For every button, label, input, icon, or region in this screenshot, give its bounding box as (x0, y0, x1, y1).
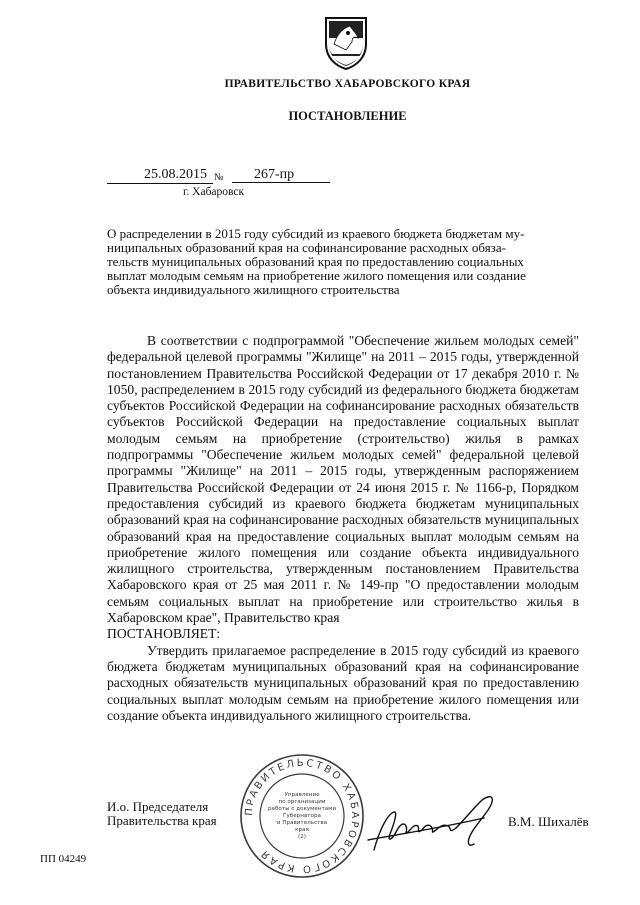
stamp-inner-line: работы с документами (268, 806, 336, 812)
handwritten-signature (360, 788, 510, 858)
coat-of-arms-emblem (322, 14, 370, 70)
stamp-inner-line: Губернатора (283, 813, 321, 819)
decree-word: ПОСТАНОВЛЯЕТ: (107, 626, 221, 642)
decree-number: 267-пр (232, 167, 330, 183)
decree-subject (107, 227, 567, 297)
stamp-inner-line: и Правительства (276, 820, 328, 826)
stamp-ring-text: ПРАВИТЕЛЬСТВО ХАБАРОВСКОГО КРАЯ (243, 757, 361, 875)
stamp-inner-line: края (295, 827, 309, 833)
signer-position-line: И.о. Председателя (107, 799, 209, 814)
stamp-inner-line: (2) (298, 834, 306, 840)
decree-body (107, 333, 579, 724)
subject-line: О распределении в 2015 году субсидий из краевого бюджета бюджетам му- (107, 226, 525, 241)
stamp-inner-line: Управление (284, 792, 320, 798)
decree-date: 25.08.2015 (107, 167, 213, 184)
official-stamp (238, 752, 366, 880)
document-code: ПП 04249 (40, 853, 87, 865)
city: г. Хабаровск (183, 186, 245, 198)
stamp-inner-line: по организации (278, 799, 326, 805)
number-sign: № (214, 172, 224, 183)
resolution-paragraph: Утвердить прилагаемое распределение в 2015 году субсидий из краевого бюджета бюджетам муниципальных образований края на софинансирование расходных обязательств муниципальных образований края по предоставлению социальных выплат молодым семьям на приобретение жилого помещения или создание объекта индивидуального жилищного строительства. (107, 642, 579, 723)
subject-line: объекта индивидуального жилищного строительства (107, 282, 400, 297)
signer-position (107, 800, 217, 828)
signer-name: В.М. Шихалёв (508, 814, 589, 829)
document-type: ПОСТАНОВЛЕНИЕ (288, 109, 407, 123)
signer-position-line: Правительства края (107, 813, 217, 828)
subject-line: тельств муниципальных образований края по предоставлению социальных (107, 254, 524, 269)
preamble-paragraph: В соответствии с подпрограммой "Обеспечение жильем молодых семей" федеральной целевой программы "Жилище" на 2011 – 2015 годы, утвержденной постановлением Правительства Российской Федерации от 17 декабря 2010 г. № 1050, распределением в 2015 году субсидий из федерального бюджета бюджетам субъектов Российской Федерации на софинансирование расходных обязательств субъектов Российской Федерации на предоставление социальных выплат молодым семьям на приобретение (строительство) жилья в рамках подпрограммы "Обеспечение жильем молодых семей" федеральной целевой программы "Жилище" на 2011 – 2015 годы, утвержденным распоряжением Правительства Российской Федерации от 24 июня 2015 г. № 1166-р, Порядком предоставления субсидий из краевого бюджета бюджетам муниципальных образований края на софинансирование расходных обязательств муниципальных образований края на предоставление социальных выплат молодым семьям на приобретение жилого помещения или создание объекта индивидуального жилищного строительства, утвержденным постановлением Правительства Хабаровского края от 25 мая 2011 г. № 149-пр "О предоставлении молодым семьям социальных выплат на приобретение или строительство жилья в Хабаровском крае", Правительство края (107, 333, 579, 626)
government-name: ПРАВИТЕЛЬСТВО ХАБАРОВСКОГО КРАЯ (224, 78, 471, 90)
subject-line: выплат молодым семьям на приобретение жилого помещения или создание (107, 268, 526, 283)
subject-line: ниципальных образований края на софинансирование расходных обяза- (107, 240, 506, 255)
